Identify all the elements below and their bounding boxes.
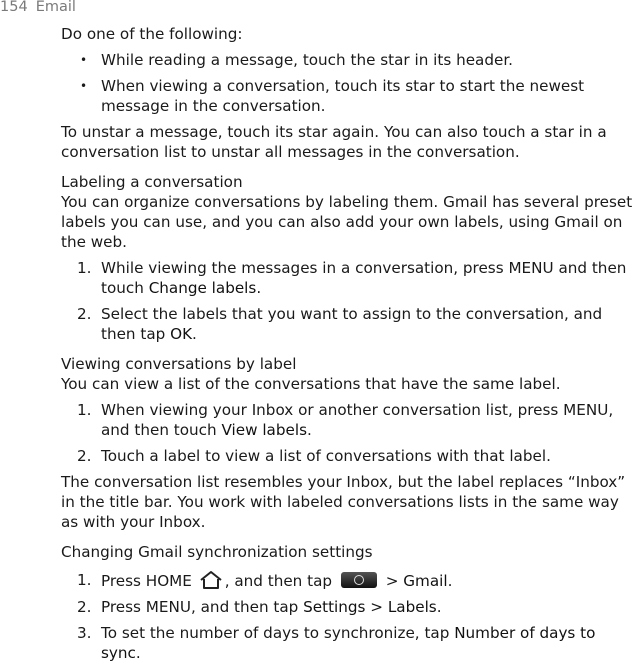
list-item: 1. Press HOME , and then tap > Gmail. [77,571,453,590]
labeling-steps [61,258,635,344]
labels-option: Labels [387,598,437,616]
unstar-text: To unstar a message, touch its star again. You can also touch a star in a conversation list to unstar all messages in the conversation. [61,123,607,161]
page-number: 154 [0,0,28,15]
labeling-heading: Labeling a conversation [61,173,243,191]
viewing-after-text: The conversation list resembles your Inbox, but the label replaces “Inbox” in the title bar. You work with labeled conversations lists in the same way as with your Inbox. [61,473,626,531]
list-item: 2. Touch a label to view a list of conversations with that label. [77,447,551,465]
page-content [61,24,635,663]
viewing-heading: Viewing conversations by label [61,355,297,373]
labeling-body: You can organize conversations by labeling them. Gmail has several preset labels you can use, and you can also add your own labels, using Gmail on the web. [61,193,633,251]
list-item: 2. Select the labels that you want to assign to the conversation, and then tap OK. [77,305,603,343]
ok-option: OK [170,325,193,343]
bullet-marker: • [80,79,88,93]
list-item: • While reading a message, touch the star in its header. [80,51,514,69]
list-item: • When viewing a conversation, touch its star to start the newest message in the conversation. [80,77,585,115]
page-header [0,0,76,17]
viewing-steps [61,400,635,466]
section-title: Email [35,0,76,15]
list-item: 3. To set the number of days to synchronize, tap Number of days to sync. [77,624,596,662]
list-item: 1. While viewing the messages in a conversation, press MENU and then touch Change labels. [77,259,627,297]
list-item: 2. Press MENU, and then tap Settings > Labels. [77,598,442,616]
menu-option-change-labels: Change labels [148,279,257,297]
sync-steps [61,570,635,663]
sync-heading: Changing Gmail synchronization settings [61,543,373,561]
bullet-marker: • [80,53,88,67]
intro-text: Do one of the following: [61,25,243,43]
list-item: 1. When viewing your Inbox or another conversation list, press MENU, and then touch View labels. [77,401,614,439]
settings-option: Settings [303,598,366,616]
home-icon [199,570,223,590]
all-apps-icon [341,572,377,588]
menu-option-view-labels: View labels [221,421,307,439]
viewing-body: You can view a list of the conversations that have the same label. [61,375,561,393]
intro-bullets [61,50,635,116]
gmail-option: Gmail [403,572,448,590]
days-to-sync-option: Number of days to sync [101,624,596,662]
